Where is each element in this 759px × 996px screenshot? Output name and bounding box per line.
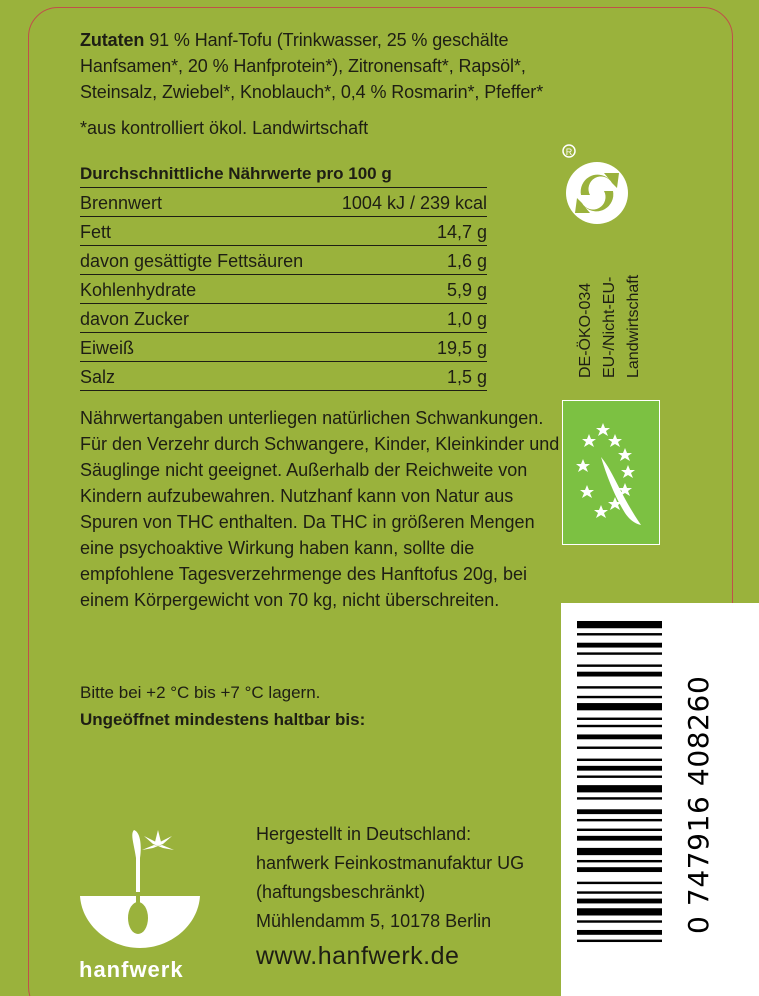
- origin-line: Landwirtschaft: [625, 274, 642, 378]
- barcode-bar: [577, 809, 662, 814]
- barcode-bar: [577, 819, 662, 821]
- nutrition-row: [80, 362, 487, 391]
- nutrient-value: 1004 kJ / 239 kcal: [341, 193, 487, 213]
- hanfwerk-logo-icon: [80, 826, 200, 954]
- nutrition-row: [80, 275, 487, 304]
- barcode-panel: [561, 603, 759, 996]
- origin-line: EU-/Nicht-EU-: [601, 276, 618, 378]
- nutrition-row: [80, 246, 487, 275]
- barcode-bar: [577, 703, 662, 710]
- best-before-label: Ungeöffnet mindestens haltbar bis:: [80, 710, 366, 729]
- ingredients-heading: Zutaten: [80, 30, 145, 50]
- barcode-bar: [577, 940, 662, 942]
- nutrient-name: Fett: [80, 222, 112, 242]
- nutrition-row: [80, 217, 487, 246]
- recycle-icon: [559, 143, 639, 228]
- barcode-bar: [577, 860, 662, 862]
- barcode-bar: [577, 797, 662, 799]
- storage-instructions: Bitte bei +2 °C bis +7 °C lagern.: [80, 683, 321, 702]
- barcode-bar: [577, 836, 662, 841]
- nutrient-value: 1,6 g: [446, 251, 487, 271]
- manufacturer-line: Mühlendamm 5, 10178 Berlin: [256, 911, 492, 931]
- barcode-bar: [577, 686, 662, 688]
- barcode-bar: [577, 899, 662, 904]
- nutrient-value: 1,5 g: [446, 367, 487, 387]
- barcode-bar: [577, 785, 662, 792]
- barcode: [561, 603, 759, 996]
- organic-footnote: *aus kontrolliert ökol. Landwirtschaft: [80, 118, 369, 138]
- manufacturer-line: (haftungsbeschränkt): [256, 882, 426, 902]
- barcode-bar: [577, 908, 662, 915]
- nutrient-name: Salz: [80, 367, 116, 387]
- nutrient-name: Kohlenhydrate: [80, 280, 197, 300]
- organic-control-text: [574, 275, 646, 378]
- barcode-bar: [577, 633, 662, 635]
- nutrient-name: davon Zucker: [80, 309, 190, 329]
- nutrition-row: [80, 188, 487, 217]
- nutrient-value: 5,9 g: [446, 280, 487, 300]
- manufacturer-line: Hergestellt in Deutschland:: [256, 824, 472, 844]
- barcode-bar: [577, 652, 662, 654]
- barcode-bar: [577, 829, 662, 831]
- website-url: www.hanfwerk.de: [256, 942, 460, 970]
- registered-mark: R: [565, 147, 573, 157]
- barcode-bar: [577, 621, 662, 628]
- barcode-bar: [577, 734, 662, 739]
- nutrition-row: [80, 333, 487, 362]
- barcode-bar: [577, 930, 662, 935]
- nutrition-title: Durchschnittliche Nährwerte pro 100 g: [80, 164, 487, 188]
- barcode-bar: [577, 643, 662, 648]
- nutrient-value: 19,5 g: [436, 338, 487, 358]
- eu-leaf-icon: [563, 401, 658, 543]
- nutrient-name: Eiweiß: [80, 338, 135, 358]
- barcode-bar: [577, 718, 662, 720]
- barcode-bar: [577, 747, 662, 749]
- oko-code: DE-ÖKO-034: [577, 282, 594, 378]
- nutrient-value: 1,0 g: [446, 309, 487, 329]
- barcode-bar: [577, 882, 662, 884]
- manufacturer-address: [256, 820, 524, 936]
- barcode-bar: [577, 759, 662, 761]
- nutrient-name: Brennwert: [80, 193, 163, 213]
- nutrition-table: [80, 164, 487, 391]
- ingredients-block: [80, 27, 580, 105]
- nutrition-row: [80, 304, 487, 333]
- barcode-bar: [577, 848, 662, 855]
- brand-wordmark: hanfwerk: [79, 957, 184, 982]
- barcode-bar: [577, 664, 662, 666]
- manufacturer-line: hanfwerk Feinkostmanufaktur UG: [256, 853, 525, 873]
- ingredients-text: 91 % Hanf-Tofu (Trinkwasser, 25 % geschälte Hanfsamen*, 20 % Hanfprotein*), Zitronensaft*, Rapsöl*, Steinsalz, Zwiebel*, Knoblauch*, 0,4 % Rosmarin*, Pfeffer*: [80, 30, 544, 102]
- barcode-bar: [577, 725, 662, 727]
- barcode-bar: [577, 775, 662, 777]
- nutrient-name: davon gesättigte Fettsäuren: [80, 251, 304, 271]
- nutrient-value: 14,7 g: [436, 222, 487, 242]
- eu-organic-logo: [562, 400, 660, 545]
- barcode-bar: [577, 891, 662, 893]
- barcode-number: 0 747916 408260: [682, 675, 715, 934]
- barcode-bar: [577, 672, 662, 677]
- warning-paragraph: Nährwertangaben unterliegen natürlichen Schwankungen. Für den Verzehr durch Schwangere, Kinder, Kleinkinder und Säuglinge nicht geeignet. Außerhalb der Reichweite von Kindern aufzubewahren. Nutzhanf kann von Natur aus Spuren von THC enthalten. Da THC in größeren Mengen eine psychoaktive Wirkung haben kann, sollte die empfohlene Tagesverzehrmenge des Hanftofus 20g, bei einem Körpergewicht von 70 kg, nicht überschreiten.: [80, 408, 560, 610]
- barcode-bar: [577, 867, 662, 872]
- barcode-bar: [577, 696, 662, 698]
- barcode-bar: [577, 920, 662, 922]
- barcode-bar: [577, 766, 662, 771]
